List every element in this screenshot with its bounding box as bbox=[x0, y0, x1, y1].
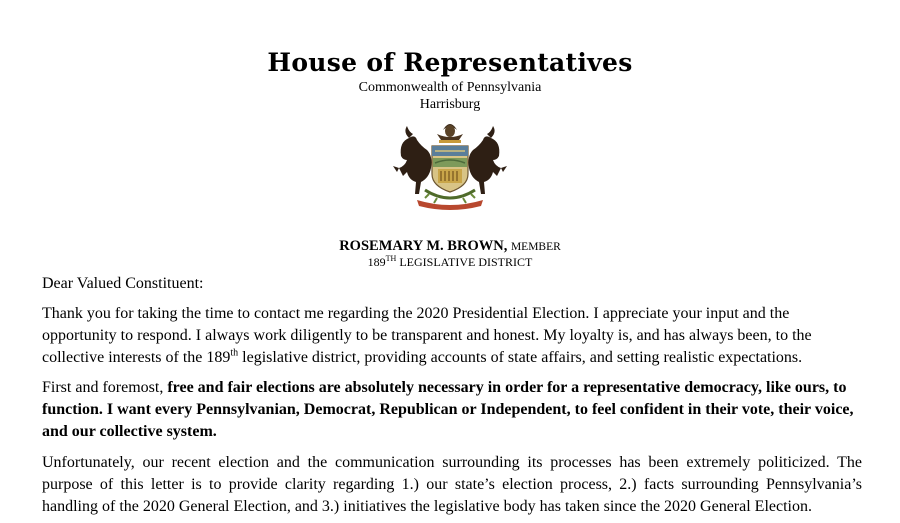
legislative-district bbox=[0, 255, 900, 270]
letterhead-commonwealth: Commonwealth of Pennsylvania bbox=[358, 80, 542, 95]
district-suffix: TH bbox=[385, 254, 397, 263]
member-name-line bbox=[0, 237, 900, 256]
member-role: MEMBER bbox=[510, 241, 561, 253]
paragraph-2 bbox=[42, 377, 862, 443]
paragraph-1-superscript: th bbox=[230, 347, 239, 359]
paragraph-1-text-end: legislative district, providing accounts of state affairs, and setting realistic expectations. bbox=[238, 349, 803, 366]
paragraph-1-text: Thank you for taking the time to contact me regarding the 2020 Presidential Election. I appreciate your input and the opportunity to respond. I always work diligently to be transparent and honest. My loyalty is, and has always been, to the collective interests of the 189 bbox=[42, 305, 812, 366]
member-name: ROSEMARY M. BROWN, bbox=[339, 238, 508, 254]
district-label: LEGISLATIVE DISTRICT bbox=[399, 255, 533, 269]
paragraph-3: Unfortunately, our recent election and the communication surrounding its processes has been extremely politicized. The purpose of this letter is to provide clarity regarding 1.) our state’s election process, 2.) facts surrounding Pennsylvania’s handling of the 2020 General Election, and 3.) initiatives the legislative body has taken since the 2020 General Election. bbox=[42, 454, 862, 515]
salutation: Dear Valued Constituent: bbox=[42, 275, 204, 292]
paragraph-2-emphasis: free and fair elections are absolutely necessary in order for a representative democracy, like ours, to function. I want every Pennsylvanian, Democrat, Republican or Independent, to feel confident in their vote, their voice, and our collective system. bbox=[42, 379, 854, 440]
paragraph-2-lead: First and foremost, bbox=[42, 379, 168, 396]
paragraph-1 bbox=[42, 303, 862, 369]
letterhead-title: House of Representatives bbox=[267, 48, 633, 77]
letterhead-city: Harrisburg bbox=[419, 97, 481, 112]
coat-of-arms-icon bbox=[375, 116, 525, 212]
district-number: 189 bbox=[367, 255, 386, 269]
